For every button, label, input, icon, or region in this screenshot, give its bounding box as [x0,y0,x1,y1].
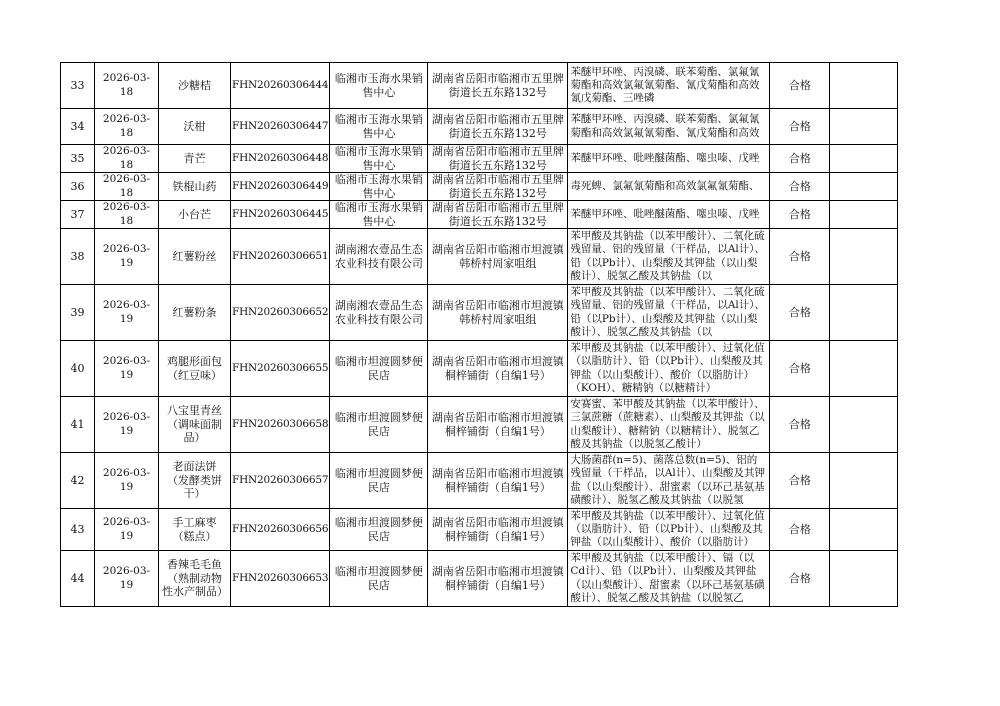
test-items: 安赛蜜、苯甲酸及其钠盐（以苯甲酸计）、三氯蔗糖（蔗糖素）、山梨酸及其钾盐（以山梨酸计）、糖精钠（以糖精计）、脱氢乙酸及其钠盐（以脱氢乙酸计） [568,397,770,453]
test-items: 苯醚甲环唑、吡唑醚菌酯、噻虫嗪、戊唑 [568,145,770,173]
test-items: 苯甲酸及其钠盐（以苯甲酸计）、过氧化值（以脂肪计）、铅（以Pb计）、山梨酸及其钾盐（以山梨酸计）、酸价（以脂肪计） [568,509,770,551]
sample-name: 沃柑 [159,109,231,145]
table-row [61,285,898,341]
test-result: 合格 [770,63,830,109]
unit-address: 湖南省岳阳市临湘市五里牌街道长五东路132号 [428,173,568,201]
test-items: 苯醚甲环唑、丙溴磷、联苯菊酯、氯氟氰菊酯和高效氯氟氰菊酯、氰戊菊酯和高效氰戊菊酯、三唑磷 [568,63,770,109]
test-items: 苯醚甲环唑、吡唑醚菌酯、噻虫嗪、戊唑 [568,201,770,229]
unit-address: 湖南省岳阳市临湘市坦渡镇桐梓铺街（自编1号） [428,397,568,453]
remark [830,509,898,551]
sample-name: 沙糖桔 [159,63,231,109]
sample-code: FHN20260306652 [231,285,330,341]
sampled-unit: 临湘市坦渡圆梦便民店 [330,341,428,397]
sampling-date: 2026-03-19 [95,551,159,607]
unit-address: 湖南省岳阳市临湘市坦渡镇韩桥村周家咀组 [428,285,568,341]
sampled-unit: 临湘市玉海水果销售中心 [330,63,428,109]
remark [830,341,898,397]
inspection-results-table [60,62,898,607]
sampling-date: 2026-03-19 [95,397,159,453]
test-items: 毒死蜱、氯氟氰菊酯和高效氯氟氰菊酯、 [568,173,770,201]
test-result: 合格 [770,509,830,551]
sample-code: FHN20260306445 [231,201,330,229]
row-number: 37 [61,201,95,229]
table-row [61,173,898,201]
sample-code: FHN20260306651 [231,229,330,285]
sample-name: 老面法饼（发酵类饼干） [159,453,231,509]
row-number: 40 [61,341,95,397]
remark [830,173,898,201]
test-result: 合格 [770,285,830,341]
unit-address: 湖南省岳阳市临湘市坦渡镇桐梓铺街（自编1号） [428,509,568,551]
remark [830,63,898,109]
test-result: 合格 [770,341,830,397]
test-result: 合格 [770,453,830,509]
test-items: 苯甲酸及其钠盐（以苯甲酸计）、镉（以Cd计）、铅（以Pb计）、山梨酸及其钾盐（以山梨酸计）、甜蜜素（以环己基氨基磺酸计）、脱氢乙酸及其钠盐（以脱氢乙 [568,551,770,607]
test-result: 合格 [770,229,830,285]
remark [830,397,898,453]
sample-name: 手工麻枣（糕点） [159,509,231,551]
sampling-date: 2026-03-18 [95,109,159,145]
unit-address: 湖南省岳阳市临湘市坦渡镇桐梓铺街（自编1号） [428,551,568,607]
table-row [61,509,898,551]
sample-name: 香辣毛毛鱼（熟制动物性水产制品） [159,551,231,607]
sample-name: 铁棍山药 [159,173,231,201]
sampling-date: 2026-03-19 [95,285,159,341]
unit-address: 湖南省岳阳市临湘市五里牌街道长五东路132号 [428,201,568,229]
row-number: 35 [61,145,95,173]
remark [830,109,898,145]
unit-address: 湖南省岳阳市临湘市五里牌街道长五东路132号 [428,109,568,145]
sample-name: 八宝里青丝（调味面制品） [159,397,231,453]
sampling-date: 2026-03-19 [95,341,159,397]
table-body [61,63,898,607]
test-result: 合格 [770,551,830,607]
row-number: 41 [61,397,95,453]
test-items: 苯甲酸及其钠盐（以苯甲酸计）、过氧化值（以脂肪计）、铅（以Pb计）、山梨酸及其钾盐（以山梨酸计）、酸价（以脂肪计）（KOH）、糖精钠（以糖精计） [568,341,770,397]
test-items: 大肠菌群(n=5)、菌落总数(n=5)、铝的残留量（干样品，以Al计）、山梨酸及其钾盐（以山梨酸计）、甜蜜素（以环己基氨基磺酸计）、脱氢乙酸及其钠盐（以脱氢 [568,453,770,509]
unit-address: 湖南省岳阳市临湘市坦渡镇桐梓铺街（自编1号） [428,453,568,509]
remark [830,551,898,607]
sampling-date: 2026-03-19 [95,229,159,285]
table-row [61,109,898,145]
sampled-unit: 临湘市玉海水果销售中心 [330,173,428,201]
remark [830,285,898,341]
row-number: 38 [61,229,95,285]
row-number: 44 [61,551,95,607]
sample-name: 青芒 [159,145,231,173]
remark [830,201,898,229]
remark [830,145,898,173]
table-row [61,397,898,453]
sample-code: FHN20260306449 [231,173,330,201]
test-result: 合格 [770,201,830,229]
unit-address: 湖南省岳阳市临湘市坦渡镇韩桥村周家咀组 [428,229,568,285]
table-row [61,341,898,397]
row-number: 43 [61,509,95,551]
sample-code: FHN20260306657 [231,453,330,509]
sample-code: FHN20260306448 [231,145,330,173]
row-number: 42 [61,453,95,509]
table-row [61,551,898,607]
sampling-date: 2026-03-18 [95,201,159,229]
sampling-date: 2026-03-18 [95,173,159,201]
unit-address: 湖南省岳阳市临湘市五里牌街道长五东路132号 [428,145,568,173]
sampled-unit: 湖南湘农壹品生态农业科技有限公司 [330,285,428,341]
table-row [61,453,898,509]
sampled-unit: 临湘市坦渡圆梦便民店 [330,397,428,453]
unit-address: 湖南省岳阳市临湘市坦渡镇桐梓铺街（自编1号） [428,341,568,397]
test-items: 苯醚甲环唑、丙溴磷、联苯菊酯、氯氟氰菊酯和高效氯氟氰菊酯、氰戊菊酯和高效 [568,109,770,145]
table-row [61,145,898,173]
sampled-unit: 临湘市坦渡圆梦便民店 [330,453,428,509]
table-row [61,229,898,285]
sampled-unit: 临湘市玉海水果销售中心 [330,109,428,145]
row-number: 36 [61,173,95,201]
sample-code: FHN20260306444 [231,63,330,109]
sample-code: FHN20260306653 [231,551,330,607]
test-result: 合格 [770,397,830,453]
sampling-date: 2026-03-19 [95,453,159,509]
remark [830,229,898,285]
sample-name: 鸡腿形面包（红豆味） [159,341,231,397]
row-number: 34 [61,109,95,145]
remark [830,453,898,509]
sample-name: 红薯粉条 [159,285,231,341]
sample-code: FHN20260306655 [231,341,330,397]
sampled-unit: 湖南湘农壹品生态农业科技有限公司 [330,229,428,285]
row-number: 33 [61,63,95,109]
sample-name: 小台芒 [159,201,231,229]
test-result: 合格 [770,145,830,173]
sampling-date: 2026-03-18 [95,63,159,109]
sampling-date: 2026-03-19 [95,509,159,551]
sampled-unit: 临湘市玉海水果销售中心 [330,145,428,173]
sample-name: 红薯粉丝 [159,229,231,285]
sample-code: FHN20260306656 [231,509,330,551]
sampled-unit: 临湘市坦渡圆梦便民店 [330,551,428,607]
sample-code: FHN20260306447 [231,109,330,145]
sampled-unit: 临湘市坦渡圆梦便民店 [330,509,428,551]
sampled-unit: 临湘市玉海水果销售中心 [330,201,428,229]
table-row [61,201,898,229]
row-number: 39 [61,285,95,341]
test-items: 苯甲酸及其钠盐（以苯甲酸计）、二氧化硫残留量、铝的残留量（干样品，以Al计）、铅（以Pb计）、山梨酸及其钾盐（以山梨酸计）、脱氢乙酸及其钠盐（以 [568,285,770,341]
test-items: 苯甲酸及其钠盐（以苯甲酸计）、二氧化硫残留量、铝的残留量（干样品，以Al计）、铅（以Pb计）、山梨酸及其钾盐（以山梨酸计）、脱氢乙酸及其钠盐（以 [568,229,770,285]
test-result: 合格 [770,173,830,201]
sampling-date: 2026-03-18 [95,145,159,173]
sample-code: FHN20260306658 [231,397,330,453]
test-result: 合格 [770,109,830,145]
table-row [61,63,898,109]
unit-address: 湖南省岳阳市临湘市五里牌街道长五东路132号 [428,63,568,109]
